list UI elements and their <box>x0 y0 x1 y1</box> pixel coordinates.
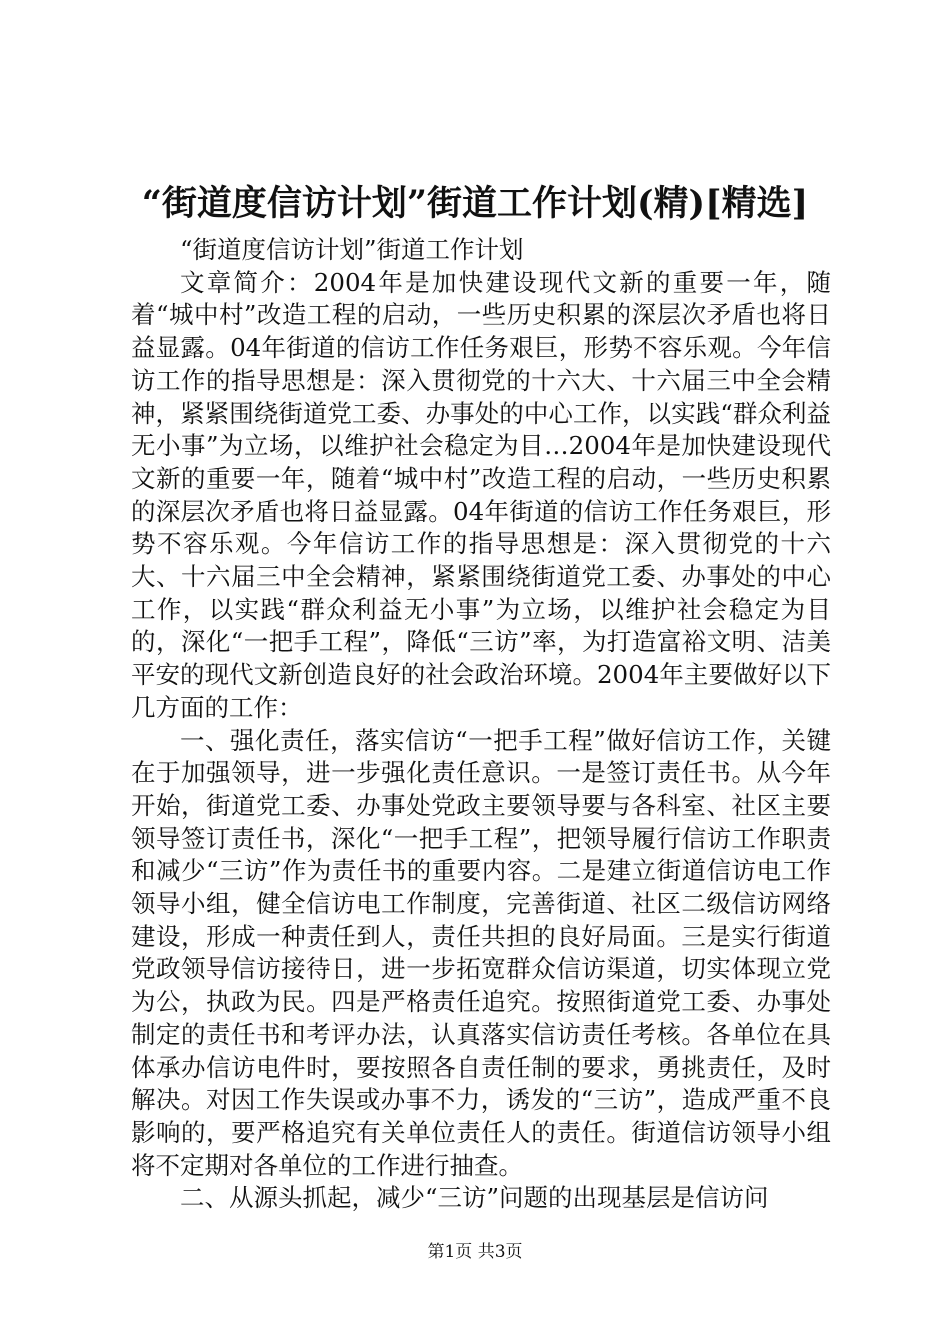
paragraph-subtitle: “街道度信访计划”街道工作计划 <box>180 235 524 264</box>
paragraph-intro: 文章简介：2004年是加快建设现代文新的重要一年，随着“城中村”改造工程的启动，一些历史积累的深层次矛盾也将日益显露。04年街道的信访工作任务艰巨，形势不容乐观。今年信访工作的指导思想是：深入贯彻党的十六大、十六届三中全会精神，紧紧围绕街道党工委、办事处的中心工作，以实践“群众利益无小事”为立场，以维护社会稳定为目…2004年是加快建设现代文新的重要一年，随着“城中村”改造工程的启动，一些历史积累的深层次矛盾也将日益显露。04年街道的信访工作任务艰巨，形势不容乐观。今年信访工作的指导思想是：深入贯彻党的十六大、十六届三中全会精神，紧紧围绕街道党工委、办事处的中心工作，以实践“群众利益无小事”为立场，以维护社会稳定为目的，深化“一把手工程”，降低“三访”率，为打造富裕文明、洁美平安的现代文新创造良好的社会政治环境。2004年主要做好以下几方面的工作： <box>131 267 831 722</box>
paragraph-section-2: 二、从源头抓起，减少“三访”问题的出现基层是信访问 <box>180 1183 769 1213</box>
paragraph-section-1: 一、强化责任，落实信访“一把手工程”做好信访工作，关键在于加强领导，进一步强化责任意识。一是签订责任书。从今年开始，街道党工委、办事处党政主要领导要与各科室、社区主要领导签订责任书，深化“一把手工程”，把领导履行信访工作职责和减少“三访”作为责任书的重要内容。二是建立街道信访电工作领导小组，健全信访电工作制度，完善街道、社区二级信访网络建设，形成一种责任到人，责任共担的良好局面。三是实行街道党政领导信访接待日，进一步拓宽群众信访渠道，切实体现立党为公，执政为民。四是严格责任追究。按照街道党工委、办事处制定的责任书和考评办法，认真落实信访责任考核。各单位在具体承办信访电件时，要按照各自责任制的要求，勇挑责任，及时解决。对因工作失误或办事不力，诱发的“三访”，造成严重不良影响的，要严格追究有关单位责任人的责任。街道信访领导小组将不定期对各单位的工作进行抽查。 <box>131 725 831 1180</box>
document-body <box>131 234 831 1215</box>
page-number-footer: 第1页 共3页 <box>427 1242 523 1262</box>
document-title: “街道度信访计划”街道工作计划(精)[精选] <box>141 183 809 224</box>
